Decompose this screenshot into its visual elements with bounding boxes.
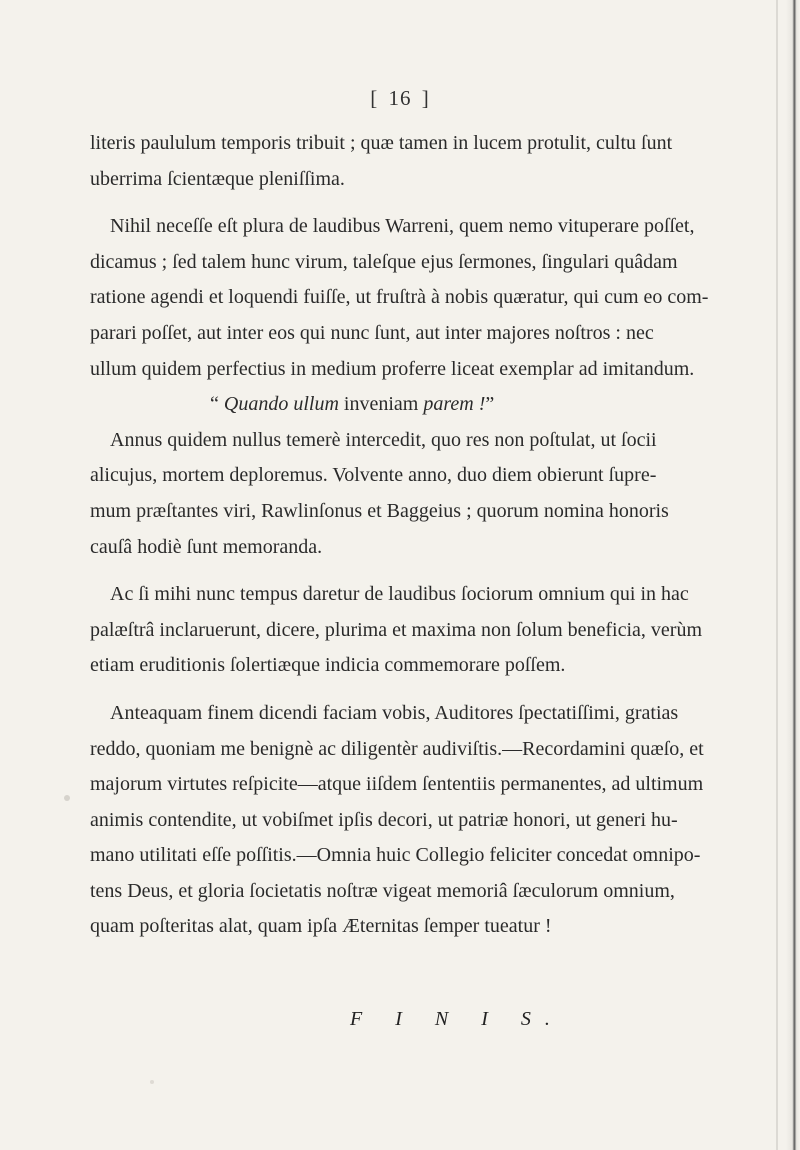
finis-heading: F I N I S.: [350, 1008, 564, 1030]
text-line: literis paululum temporis tribuit ; quæ tamen in lucem protulit, cultu ſunt: [90, 132, 673, 154]
text-line: animis contendite, ut vobiſmet ipſis decori, ut patriæ honori, ut generi hu-: [90, 808, 678, 831]
text-line: quam poſteritas alat, quam ipſa Æternitas ſemper tueatur !: [90, 915, 552, 938]
text-line: majorum virtutes reſpicite—atque iiſdem ſententiis permanentes, ad ultimum: [90, 773, 704, 796]
page-number: [0, 86, 800, 111]
quote-plain-text: inveniam: [338, 393, 424, 416]
text-line: etiam eruditionis ſolertiæque indicia commemorare poſſem.: [90, 654, 566, 677]
paragraph-annus: [90, 423, 790, 565]
text-line: tens Deus, et gloria ſocietatis noſtræ vigeat memoriâ ſæculorum omnium,: [90, 879, 675, 902]
paper-spot: [64, 795, 70, 801]
paragraph-continuation: [90, 126, 790, 197]
paragraph-socii: [90, 577, 790, 684]
text-line: cauſâ hodiè ſunt memoranda.: [90, 535, 323, 558]
text-line: uberrima ſcientæque pleniſſima.: [90, 167, 345, 190]
page-number-bracket-right: ]: [421, 86, 430, 110]
text-line: dicamus ; ſed talem hunc virum, taleſque ejus ſermones, ſingulari quâdam: [90, 250, 678, 273]
text-line: ratione agendi et loquendi fuiſſe, ut fruſtrà à nobis quæratur, qui cum eo com-: [90, 286, 709, 309]
paper-spot: [150, 1080, 154, 1084]
quote-close-mark: ”: [485, 393, 495, 416]
page-number-value: 16: [388, 86, 412, 110]
text-line: reddo, quoniam me benignè ac diligentèr audiviſtis.—Recordamini quæſo, et: [90, 737, 704, 760]
text-line: palæſtrâ inclaruerunt, dicere, plurima et maxima non ſolum beneficia, verùm: [90, 618, 703, 641]
page-body: [90, 126, 790, 945]
text-line: alicujus, mortem deploremus. Volvente anno, duo diem obierunt ſupre-: [90, 464, 657, 487]
text-line: parari poſſet, aut inter eos qui nunc ſunt, aut inter majores noſtros : nec: [90, 321, 654, 344]
text-line: ullum quidem perfectius in medium proferre liceat exemplar ad imitandum.: [90, 357, 695, 380]
quote-italic-text: parem !: [423, 393, 486, 416]
text-line: mano utilitati eſſe poſſitis.—Omnia huic Collegio feliciter concedat omnipo-: [90, 844, 701, 867]
paragraph-conclusio: [90, 696, 790, 945]
text-line: mum præſtantes viri, Rawlinſonus et Baggeius ; quorum nomina honoris: [90, 499, 669, 522]
quote-open-mark: “: [210, 393, 219, 416]
text-line: Annus quidem nullus temerè intercedit, quo res non poſtulat, ut ſocii: [110, 428, 657, 451]
page-number-bracket-left: [: [370, 86, 379, 110]
text-line: Nihil neceſſe eſt plura de laudibus Warreni, quem nemo vituperare poſſet,: [110, 215, 695, 238]
paragraph-warrenus: [90, 209, 790, 387]
text-line: Ac ſi mihi nunc tempus daretur de laudibus ſociorum omnium qui in hac: [110, 583, 689, 606]
quote-italic-text: Quando ullum: [223, 393, 339, 416]
quotation: [90, 387, 790, 423]
text-line: Anteaquam finem dicendi faciam vobis, Auditores ſpectatiſſimi, gratias: [110, 701, 679, 724]
